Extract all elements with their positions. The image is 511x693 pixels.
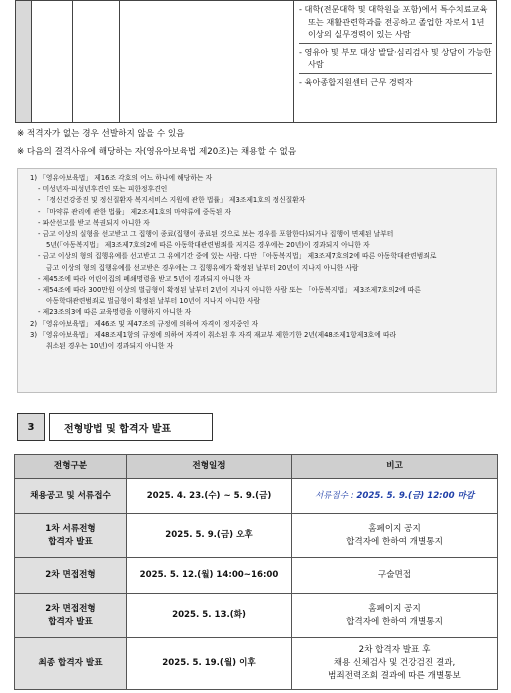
disqualification-line: - 제54조에 따라 300만원 이상의 벌금형이 확정된 날부터 2년이 지나지 아니한 사람 또는 「아동복지법」 제3조제7호의2에 따른 [38, 286, 421, 295]
qualification-list [294, 1, 496, 89]
disqualification-line: 3) 「영유아보육법」 제48조제1항의 규정에 의하여 자격이 취소된 후 자격 재교부 제한기한 2년(제48조제1항제3호에 따라 [30, 330, 397, 339]
disqualification-box [17, 168, 497, 393]
note-cell: 2차 합격자 발표 후 채용 신체검사 및 건강검진 결과, 범죄전력조회 결과에 따른 개별통보 [292, 638, 498, 690]
disqualification-line: 아동학대관련범죄로 벌금형이 확정된 날부터 10년이 지나지 아니한 사람 [46, 297, 261, 306]
stage-cell: 2차 면접전형 [15, 558, 127, 594]
disqualification-line: 2) 「영유아보육법」 제46조 및 제47조의 규정에 의하여 자격이 정지중인 자 [30, 319, 259, 328]
qualification-cell [294, 1, 497, 123]
disqualification-line: - 제23조의3에 따른 교육명령을 이행하지 아니한 자 [38, 308, 192, 317]
table-cell-empty [32, 1, 73, 123]
disqualification-line: 5년(「아동복지법」 제3조제7호의2에 따른 아동학대관련범죄를 저지른 경우에는 20년)이 경과되지 아니한 자 [46, 241, 370, 250]
disqualification-line: - 미성년자‧피성년후견인 또는 피한정후견인 [38, 185, 168, 194]
note-label: 서류접수 : [314, 490, 357, 501]
selection-note: ※ 적격자가 없는 경우 선발하지 않을 수 있음 [17, 129, 185, 139]
note-cell: 홈페이지 공지 합격자에 한하여 개별통지 [292, 594, 498, 638]
table-cell-empty [16, 1, 32, 123]
table-row [15, 594, 498, 638]
table-row [15, 514, 498, 558]
note-cell [292, 479, 498, 514]
section-title: 전형방법 및 합격자 발표 [49, 413, 213, 441]
stage-cell: 2차 면접전형 합격자 발표 [15, 594, 127, 638]
note-cell: 홈페이지 공지 합격자에 한하여 개별통지 [292, 514, 498, 558]
disqualification-line: 취소된 경우는 10년)이 경과되지 아니한 자 [46, 342, 174, 351]
date-cell: 2025. 5. 19.(월) 이후 [127, 638, 292, 690]
date-cell: 2025. 4. 23.(수) ~ 5. 9.(금) [127, 479, 292, 514]
column-header-date: 전형일정 [127, 455, 292, 479]
disqualification-line: - 금고 이상의 형의 집행유예를 선고받고 그 유예기간 중에 있는 사람. 다만 「아동복지법」 제3조제7호의2에 따른 아동학대관련범죄로 [38, 252, 437, 261]
table-row [15, 479, 498, 514]
disqualification-line: - 「정신건강증진 및 정신질환자 복지서비스 지원에 관한 법률」 제3조제1호의 정신질환자 [38, 196, 306, 205]
qualification-table-continuation [15, 0, 497, 123]
table-row [15, 638, 498, 690]
disqualification-line: - 제45조에 따라 어린이집의 폐쇄명령을 받고 5년이 경과되지 아니한 자 [38, 274, 251, 283]
disqualification-line: - 파산선고를 받고 복권되지 아니한 자 [38, 218, 150, 227]
section-number: 3 [17, 413, 45, 441]
date-cell: 2025. 5. 9.(금) 오후 [127, 514, 292, 558]
column-header-stage: 전형구분 [15, 455, 127, 479]
date-cell: 2025. 5. 13.(화) [127, 594, 292, 638]
table-header-row [15, 455, 498, 479]
column-header-note: 비고 [292, 455, 498, 479]
disqualification-line: 1) 「영유아보육법」 제16조 각호의 어느 하나에 해당하는 자 [30, 174, 213, 182]
disqualification-line: 금고 이상의 형의 집행유예를 선고받은 경우에는 그 집행유예가 확정된 날부터 20년이 지나지 아니한 사람 [46, 263, 359, 272]
table-row [15, 558, 498, 594]
disqualification-line: - 금고 이상의 실형을 선고받고 그 집행이 종료(집행이 종료된 것으로 보는 경우를 포함한다)되거나 집행이 면제된 날부터 [38, 230, 394, 239]
note-cell: 구술면접 [292, 558, 498, 594]
table-cell-empty [120, 1, 294, 123]
stage-cell: 1차 서류전형 합격자 발표 [15, 514, 127, 558]
date-cell: 2025. 5. 12.(월) 14:00~16:00 [127, 558, 292, 594]
stage-cell: 최종 합격자 발표 [15, 638, 127, 690]
selection-schedule-table [14, 454, 498, 690]
disqualification-line: - 「마약류 관리에 관한 법률」 제2조제1호의 마약류에 중독된 자 [38, 207, 231, 216]
deadline-text: 2025. 5. 9.(금) 12:00 마감 [356, 490, 475, 501]
disqualification-note: ※ 다음의 결격사유에 해당하는 자(영유아보육법 제20조)는 채용할 수 없음 [17, 147, 297, 157]
table-cell-empty [73, 1, 120, 123]
qualification-item: - 육아종합지원센터 근무 경력자 [299, 73, 492, 89]
qualification-item: - 대학(전문대학 및 대학원을 포함)에서 특수치료교육 또는 재활관련학과를 전공하고 졸업한 자로서 1년 이상의 실무경력이 있는 사람 [299, 4, 488, 40]
stage-cell: 채용공고 및 서류접수 [15, 479, 127, 514]
qualification-item: - 영유아 및 부모 대상 발달‧심리검사 및 상담이 가능한 사람 [299, 43, 492, 71]
